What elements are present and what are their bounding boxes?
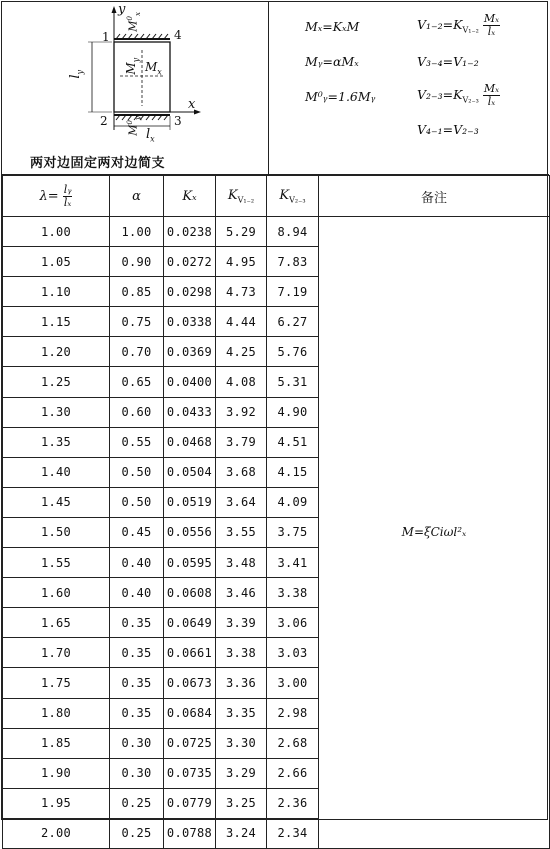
col-header-alpha: α — [110, 176, 164, 217]
corner-1-label: 1 — [102, 30, 110, 44]
kv12-cell: 3.35 — [216, 698, 267, 728]
x-axis-label: x — [188, 97, 196, 112]
table-header-block — [2, 2, 549, 175]
corner-4-label: 4 — [174, 28, 182, 42]
kx-cell: 0.0673 — [164, 668, 216, 698]
lambda-cell: 1.15 — [3, 307, 110, 337]
kx-cell: 0.0779 — [164, 788, 216, 818]
lambda-cell: 1.85 — [3, 728, 110, 758]
kv12-cell: 3.46 — [216, 578, 267, 608]
kx-cell: 0.0595 — [164, 548, 216, 578]
corner-2-label: 2 — [100, 114, 108, 128]
kv12-cell: 5.29 — [216, 217, 267, 247]
kx-cell: 0.0649 — [164, 608, 216, 638]
lambda-cell: 1.70 — [3, 638, 110, 668]
alpha-cell: 0.35 — [110, 668, 164, 698]
kv23-cell: 2.68 — [267, 728, 319, 758]
kv23-cell: 8.94 — [267, 217, 319, 247]
alpha-cell: 0.90 — [110, 247, 164, 277]
kx-cell: 0.0504 — [164, 457, 216, 487]
alpha-cell: 1.00 — [110, 217, 164, 247]
kv12-cell: 3.39 — [216, 608, 267, 638]
kv23-cell: 5.31 — [267, 367, 319, 397]
lambda-cell: 1.20 — [3, 337, 110, 367]
kx-cell: 0.0661 — [164, 638, 216, 668]
alpha-cell: 0.50 — [110, 487, 164, 517]
my-label: $M_y$ — [124, 57, 141, 75]
alpha-cell: 0.65 — [110, 367, 164, 397]
lambda-cell: 1.40 — [3, 457, 110, 487]
kv23-cell: 3.00 — [267, 668, 319, 698]
lambda-cell: 1.35 — [3, 427, 110, 457]
kv23-cell: 4.51 — [267, 427, 319, 457]
corner-3-label: 3 — [174, 114, 182, 128]
kv12-cell: 4.25 — [216, 337, 267, 367]
mx0-label: $M^0_x$ — [125, 12, 142, 32]
kv23-cell: 4.09 — [267, 487, 319, 517]
lambda-cell: 1.55 — [3, 548, 110, 578]
lambda-cell: 1.45 — [3, 487, 110, 517]
lambda-cell: 1.05 — [3, 247, 110, 277]
lambda-cell: 1.60 — [3, 578, 110, 608]
mx-label: $M_x$ — [145, 60, 162, 77]
plate-diagram — [2, 2, 268, 175]
formula-v41: V₄₋₁=V₂₋₃ — [417, 122, 479, 137]
kx-cell: 0.0519 — [164, 487, 216, 517]
kv12-cell: 4.95 — [216, 247, 267, 277]
table-body — [3, 217, 550, 849]
kv12-cell: 4.73 — [216, 277, 267, 307]
alpha-cell: 0.35 — [110, 698, 164, 728]
fixed-edge-top — [114, 34, 170, 39]
kx-cell: 0.0400 — [164, 367, 216, 397]
kv12-cell: 3.48 — [216, 548, 267, 578]
kv12-cell: 3.36 — [216, 668, 267, 698]
kv23-cell: 4.15 — [267, 457, 319, 487]
kx-cell: 0.0788 — [164, 818, 216, 848]
boundary-condition-caption: 两对边固定两对边简支 — [30, 156, 166, 171]
y-axis-label: y — [118, 2, 126, 17]
alpha-cell: 0.50 — [110, 457, 164, 487]
kv12-cell: 3.79 — [216, 427, 267, 457]
alpha-cell: 0.45 — [110, 517, 164, 547]
kx-cell: 0.0468 — [164, 427, 216, 457]
formula-block — [269, 2, 549, 175]
kx-cell: 0.0725 — [164, 728, 216, 758]
kv12-cell: 3.64 — [216, 487, 267, 517]
lambda-cell: 1.80 — [3, 698, 110, 728]
alpha-cell: 0.75 — [110, 307, 164, 337]
kv23-cell: 2.98 — [267, 698, 319, 728]
kv23-cell: 3.75 — [267, 517, 319, 547]
lambda-cell: 1.10 — [3, 277, 110, 307]
alpha-cell: 0.40 — [110, 578, 164, 608]
kv23-cell: 3.41 — [267, 548, 319, 578]
ly-label: $l_y$ — [68, 69, 85, 79]
kx-cell: 0.0369 — [164, 337, 216, 367]
kv23-cell: 7.19 — [267, 277, 319, 307]
lambda-cell: 2.00 — [3, 818, 110, 848]
formula-v34: V₃₋₄=V₁₋₂ — [417, 54, 479, 69]
kx-cell: 0.0608 — [164, 578, 216, 608]
col-header-lambda: λ= $\frac{\text{lᵧ}}{\text{lₓ}}$ — [3, 176, 110, 217]
alpha-cell: 0.30 — [110, 728, 164, 758]
kv12-cell: 3.55 — [216, 517, 267, 547]
kv12-cell: 4.44 — [216, 307, 267, 337]
coefficient-table — [2, 175, 550, 849]
lambda-cell: 1.75 — [3, 668, 110, 698]
lambda-cell: 1.95 — [3, 788, 110, 818]
kv23-cell: 3.38 — [267, 578, 319, 608]
table-row — [3, 217, 550, 247]
kv12-cell: 3.68 — [216, 457, 267, 487]
kv23-cell: 3.06 — [267, 608, 319, 638]
alpha-cell: 0.35 — [110, 608, 164, 638]
kv12-cell: 3.29 — [216, 758, 267, 788]
alpha-cell: 0.55 — [110, 427, 164, 457]
kv12-cell: 3.92 — [216, 397, 267, 427]
kx-cell: 0.0735 — [164, 758, 216, 788]
y-axis-arrow — [112, 6, 117, 13]
lambda-cell: 1.50 — [3, 517, 110, 547]
alpha-cell: 0.85 — [110, 277, 164, 307]
kv23-cell: 3.03 — [267, 638, 319, 668]
kv23-cell: 4.90 — [267, 397, 319, 427]
kx-cell: 0.0298 — [164, 277, 216, 307]
alpha-cell: 0.35 — [110, 638, 164, 668]
kx-cell: 0.0556 — [164, 517, 216, 547]
alpha-cell: 0.25 — [110, 788, 164, 818]
lambda-cell: 1.90 — [3, 758, 110, 788]
my0-label: $M^0_y$ — [125, 116, 142, 136]
kv23-cell: 7.83 — [267, 247, 319, 277]
col-header-kv23: $K_{V_{2-3}}$ — [267, 176, 319, 217]
kv23-cell: 2.34 — [267, 818, 319, 848]
alpha-cell: 0.70 — [110, 337, 164, 367]
alpha-cell: 0.25 — [110, 818, 164, 848]
lambda-cell: 1.30 — [3, 397, 110, 427]
formula-mx: Mₓ=KₓM — [305, 19, 360, 34]
formula-v12: $V_{1-2}=K_{V_{1-2}}$ $\frac{\text{Mₓ}}{\text{lₓ}}$ — [417, 12, 500, 38]
formula-my0: M⁰ᵧ=1.6Mᵧ — [305, 89, 376, 104]
kv12-cell: 3.24 — [216, 818, 267, 848]
lambda-cell: 1.00 — [3, 217, 110, 247]
kv12-cell: 4.08 — [216, 367, 267, 397]
table-header-row — [3, 176, 550, 217]
col-header-kv12: $K_{V_{1-2}}$ — [216, 176, 267, 217]
kx-cell: 0.0433 — [164, 397, 216, 427]
fixed-edge-bottom — [114, 115, 170, 120]
kv23-cell: 2.66 — [267, 758, 319, 788]
coefficient-table-frame — [1, 1, 548, 841]
kv12-cell: 3.25 — [216, 788, 267, 818]
kx-cell: 0.0272 — [164, 247, 216, 277]
alpha-cell: 0.60 — [110, 397, 164, 427]
alpha-cell: 0.40 — [110, 548, 164, 578]
lx-label: $l_x$ — [146, 127, 155, 144]
col-header-note: 备注 — [319, 176, 550, 217]
formula-my: Mᵧ=αMₓ — [305, 54, 359, 69]
kx-cell: 0.0238 — [164, 217, 216, 247]
lambda-cell: 1.65 — [3, 608, 110, 638]
note-cell: M=ξCiωl²ₓ — [319, 217, 550, 849]
kv12-cell: 3.30 — [216, 728, 267, 758]
formula-v23: $V_{2-3}=K_{V_{2-3}}$ $\frac{\text{Mₓ}}{\text{lₓ}}$ — [417, 82, 500, 108]
kx-cell: 0.0338 — [164, 307, 216, 337]
alpha-cell: 0.30 — [110, 758, 164, 788]
lambda-cell: 1.25 — [3, 367, 110, 397]
kv23-cell: 2.36 — [267, 788, 319, 818]
kv23-cell: 5.76 — [267, 337, 319, 367]
kx-cell: 0.0684 — [164, 698, 216, 728]
col-header-kx: Kₓ — [164, 176, 216, 217]
kv12-cell: 3.38 — [216, 638, 267, 668]
kv23-cell: 6.27 — [267, 307, 319, 337]
